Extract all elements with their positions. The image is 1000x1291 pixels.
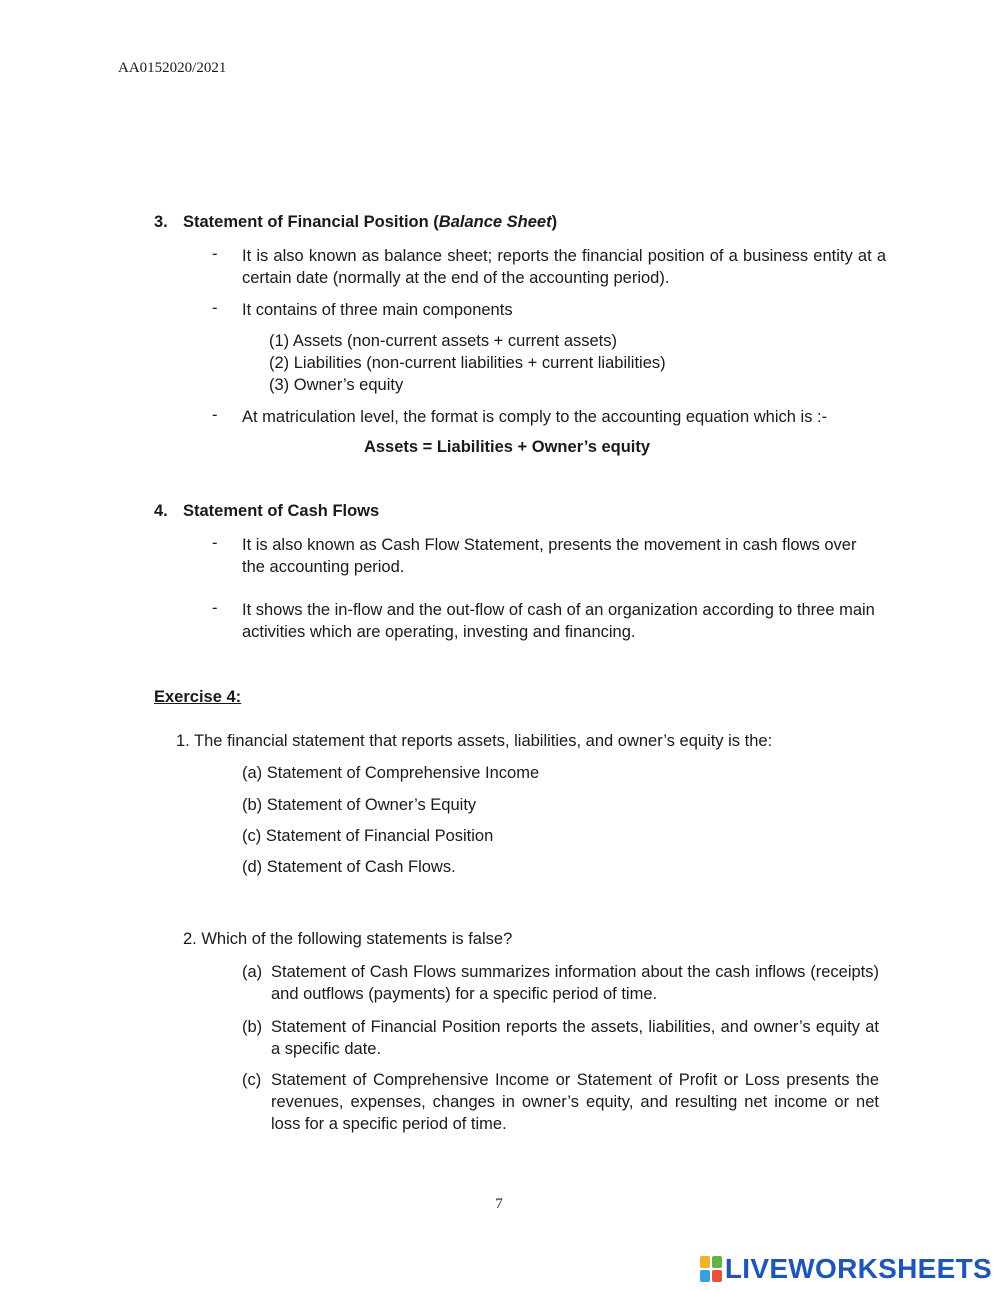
section-4-bullet-2: It shows the in-flow and the out-flow of cash of an organization according to three main activities which are operating, investing and financing. — [242, 601, 875, 641]
section-3-title-pre: Statement of Financial Position ( — [183, 213, 439, 231]
component-item-owners-equity: (3) Owner’s equity — [269, 376, 404, 394]
logo-mark-square — [700, 1256, 710, 1268]
question-2-text: 2. Which of the following statements is false? — [183, 930, 513, 948]
question-1-option-b: (b) Statement of Owner’s Equity — [242, 796, 477, 814]
bullet-dash: - — [212, 299, 218, 317]
question-2-option-c — [242, 1069, 879, 1135]
bullet-dash: - — [212, 599, 218, 617]
exercise-heading: Exercise 4: — [154, 688, 242, 706]
liveworksheets-logo-icon — [700, 1256, 722, 1282]
section-3-title-italic: Balance Sheet — [438, 213, 552, 231]
option-text: Statement of Cash Flows summarizes information about the cash inflows (receipts) and outflows (payments) for a specific period of time. — [271, 963, 879, 1003]
section-3-number: 3. — [154, 213, 168, 231]
logo-text: LIVEWORKSHEETS — [724, 1253, 992, 1284]
question-1-option-c: (c) Statement of Financial Position — [242, 827, 494, 845]
liveworksheets-logo[interactable] — [700, 1253, 992, 1285]
logo-mark-square — [712, 1270, 722, 1282]
question-1-text: 1. The financial statement that reports assets, liabilities, and owner’s equity is the: — [176, 732, 773, 750]
option-text: Statement of Comprehensive Income or Statement of Profit or Loss presents the revenues, expenses, changes in owner’s equity, and resulting net income or net loss for a specific period of time. — [271, 1071, 879, 1133]
question-2-option-a — [242, 961, 879, 1005]
question-1-option-d: (d) Statement of Cash Flows. — [242, 858, 456, 876]
section-3-bullet-1: It is also known as balance sheet; reports the financial position of a business entity at a certain date (normally at the end of the accounting period). — [242, 247, 886, 287]
section-4-heading — [154, 502, 379, 521]
section-3-heading — [154, 213, 557, 232]
bullet-dash: - — [212, 406, 218, 424]
logo-mark-square — [712, 1256, 722, 1268]
bullet-dash: - — [212, 534, 218, 552]
question-1-option-a: (a) Statement of Comprehensive Income — [242, 764, 540, 782]
component-item-assets: (1) Assets (non-current assets + current assets) — [269, 332, 618, 350]
option-label: (c) — [242, 1071, 262, 1089]
bullet-dash: - — [212, 245, 218, 263]
section-3-bullet-2: It contains of three main components — [242, 301, 513, 319]
section-4-title: Statement of Cash Flows — [183, 502, 380, 520]
section-4-number: 4. — [154, 502, 168, 520]
option-label: (a) — [242, 963, 263, 981]
section-3-bullet-3: At matriculation level, the format is comply to the accounting equation which is :- — [242, 408, 828, 426]
option-text: Statement of Financial Position reports the assets, liabilities, and owner’s equity at a specific date. — [271, 1018, 879, 1058]
component-item-liabilities: (2) Liabilities (non-current liabilities + current liabilities) — [269, 354, 666, 372]
page-number: 7 — [495, 1196, 503, 1212]
logo-mark-square — [700, 1270, 710, 1282]
question-2-option-b — [242, 1016, 879, 1060]
accounting-equation: Assets = Liabilities + Owner’s equity — [363, 438, 651, 456]
components-list — [269, 330, 666, 396]
option-label: (b) — [242, 1018, 263, 1036]
section-4-bullet-1: It is also known as Cash Flow Statement, presents the movement in cash flows over the accounting period. — [242, 536, 857, 576]
document-code: AA0152020/2021 — [118, 60, 227, 76]
section-3-title-post: ) — [551, 213, 558, 231]
